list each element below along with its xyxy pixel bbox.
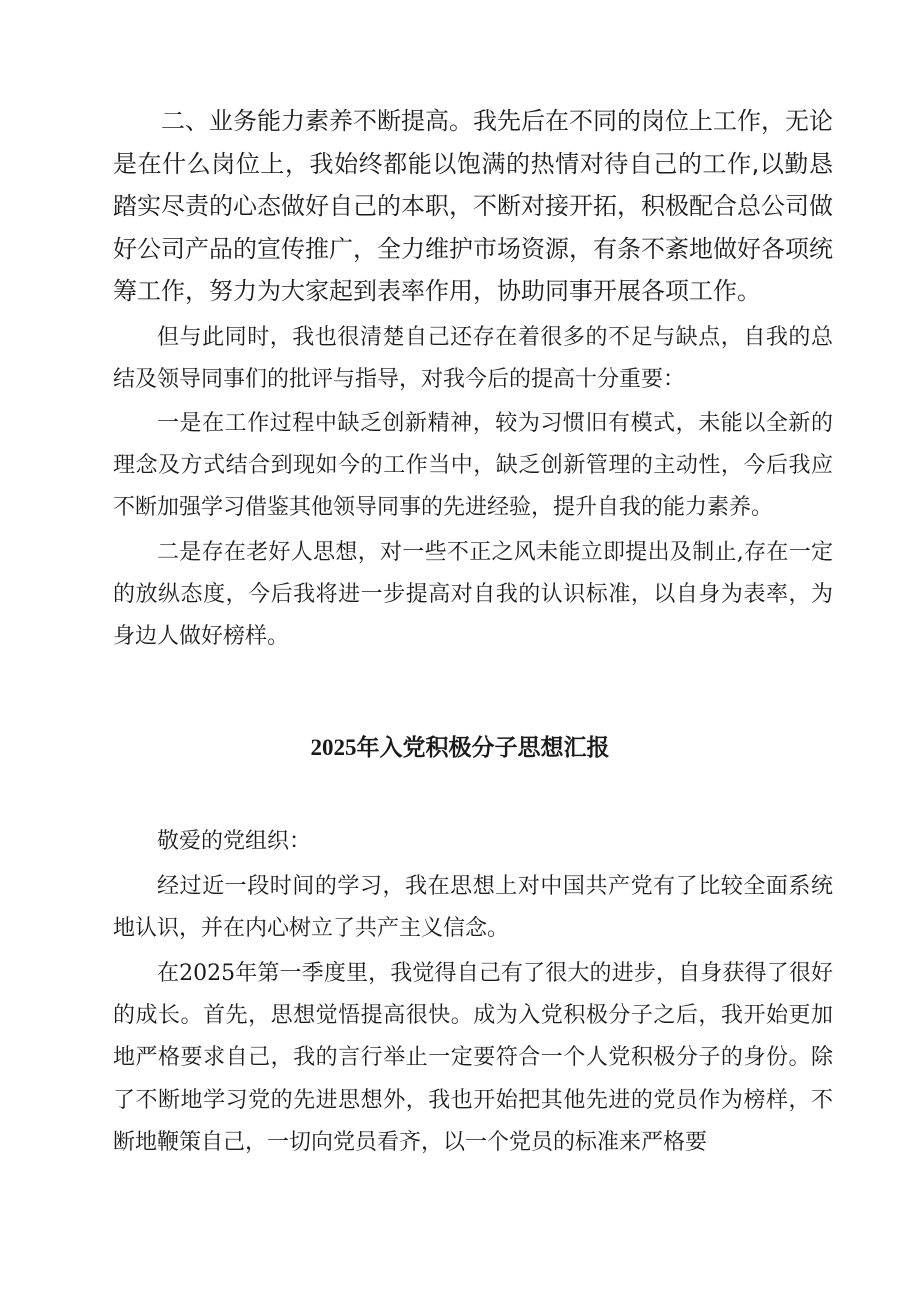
paragraph-first-quarter-progress: 在2025年第一季度里，我觉得自己有了很大的进步，自身获得了很好的成长。首先，思想觉悟提高很快。成为入党积极分子之后，我开始更加地严格要求自己，我的言行举止一定要符合一个人党积极分子的身份。除了不断地学习党的先进思想外，我也开始把其他先进的党员作为榜样，不断地鞭策自己，一切向党员看齐，以一个党员的标准来严格要: [113, 961, 833, 1155]
salutation: 敬爱的党组织：: [157, 829, 312, 854]
paragraph-good-guy-mindset: 二是存在老好人思想，对一些不正之风未能立即提出及制止,存在一定的放纵态度，今后我将进一步提高对自我的认识标准，以自身为表率，为身边人做好榜样。: [113, 540, 833, 650]
paragraph-business-ability: 二、业务能力素养不断提高。我先后在不同的岗位上工作，无论是在什么岗位上，我始终都能以饱满的热情对待自己的工作,以勤恳踏实尽责的心态做好自己的本职，不断对接开拓，积极配合总公司做好公司产品的宣传推广，全力维护市场资源，有条不紊地做好各项统筹工作，努力为大家起到表率作用，协助同事开展各项工作。: [113, 107, 833, 305]
paragraph-shortcomings-intro: 但与此同时，我也很清楚自己还存在着很多的不足与缺点，自我的总结及领导同事们的批评与指导，对我今后的提高十分重要：: [113, 325, 833, 393]
report-title: 2025年入党积极分子思想汇报: [310, 735, 610, 760]
paragraph-lack-innovation: 一是在工作过程中缺乏创新精神，较为习惯旧有模式，未能以全新的理念及方式结合到现如今的工作当中，缺乏创新管理的主动性，今后我应不断加强学习借鉴其他领导同事的先进经验，提升自我的能力素养。: [113, 411, 833, 521]
paragraph-study-understanding: 经过近一段时间的学习，我在思想上对中国共产党有了比较全面系统地认识，并在内心树立了共产主义信念。: [113, 874, 833, 942]
